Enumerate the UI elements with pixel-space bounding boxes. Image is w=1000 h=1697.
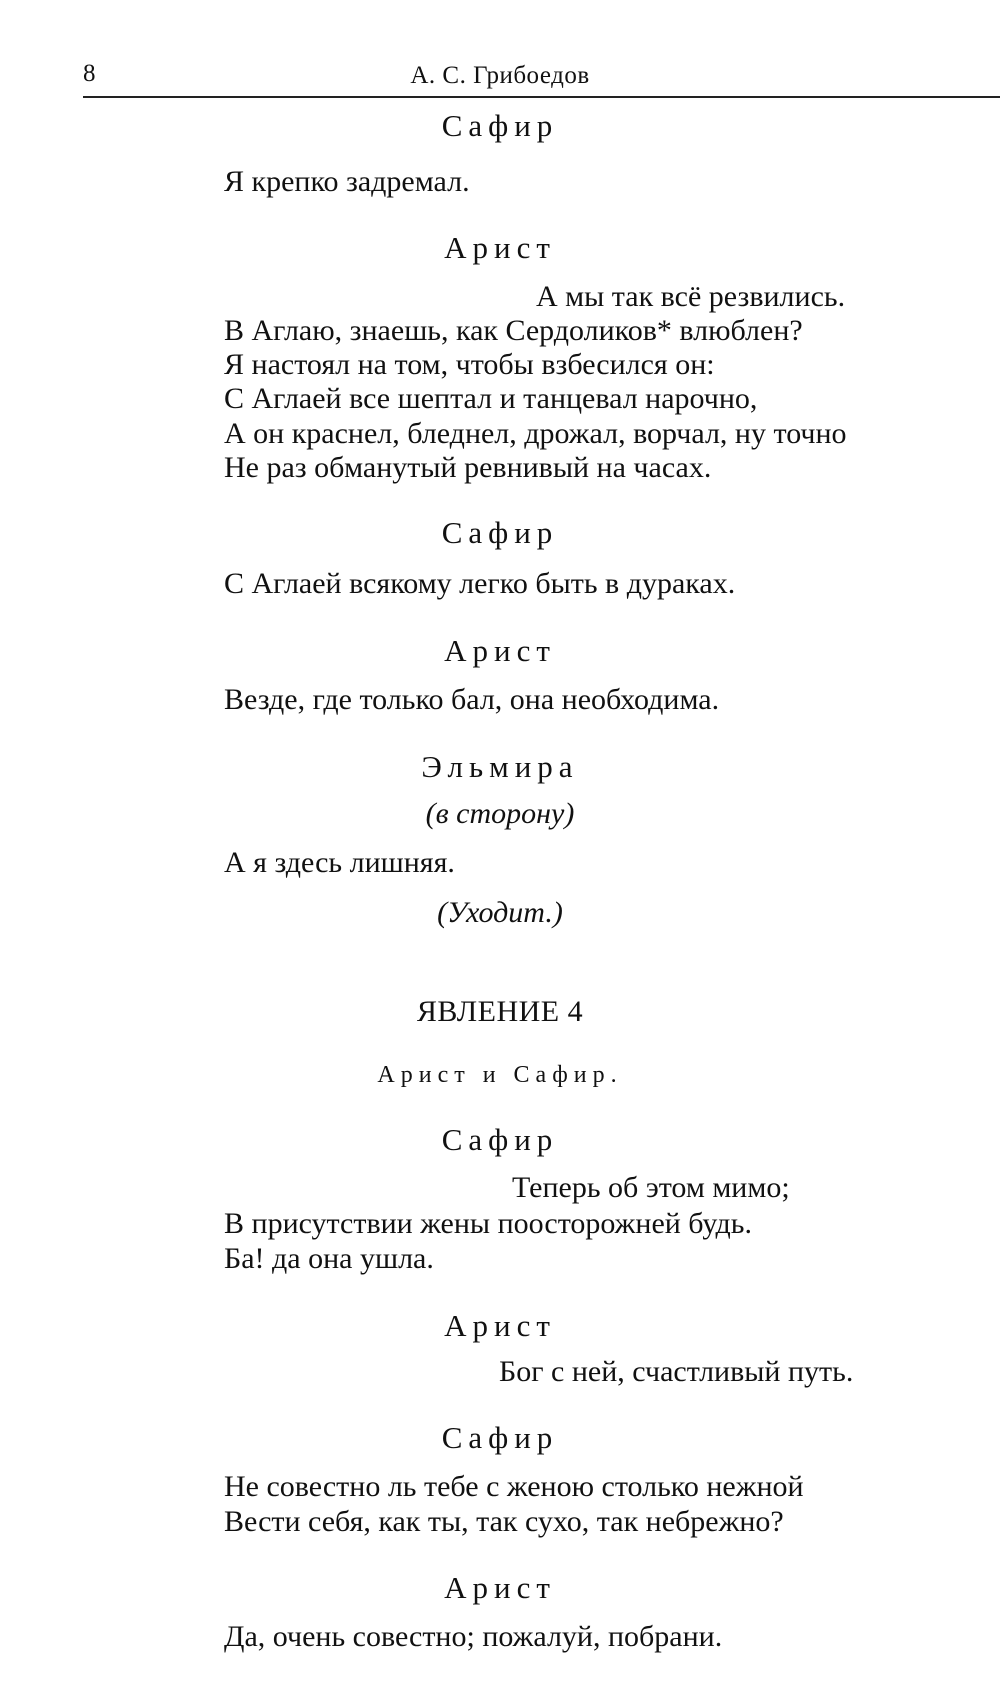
speaker-name: Сафир <box>441 108 559 143</box>
stage-direction: (в сторону) <box>425 797 575 830</box>
verse-line: Ба! да она ушла. <box>224 1242 434 1275</box>
header-rule <box>83 96 1000 98</box>
verse-line: А я здесь лишняя. <box>224 846 455 879</box>
verse-line: В присутствии жены поосторожней будь. <box>224 1207 752 1240</box>
verse-line: А мы так всё резвились. <box>536 280 846 313</box>
verse-line: В Аглаю, знаешь, как Сердоликов* влюблен? <box>224 314 803 347</box>
speaker-name: Сафир <box>441 515 559 550</box>
verse-line: С Аглаей все шептал и танцевал нарочно, <box>224 382 758 415</box>
speaker-name: Сафир <box>441 1122 559 1157</box>
speaker-name: Арист <box>444 1308 556 1343</box>
scene-persons: Арист и Сафир. <box>377 1062 623 1088</box>
scene-title: ЯВЛЕНИЕ 4 <box>416 995 584 1028</box>
verse-line: Не совестно ль тебе с женою столько нежной <box>224 1470 804 1503</box>
speaker-name: Арист <box>444 230 556 265</box>
verse-line: Не раз обманутый ревнивый на часах. <box>224 451 712 484</box>
verse-line: Я настоял на том, чтобы взбесился он: <box>224 348 715 381</box>
speaker-name: Эльмира <box>421 749 579 784</box>
verse-line: Я крепко задремал. <box>224 165 470 198</box>
speaker-name: Сафир <box>441 1420 559 1455</box>
page-number: 8 <box>83 60 96 87</box>
verse-line: Да, очень совестно; пожалуй, побрани. <box>224 1620 723 1653</box>
stage-direction: (Уходит.) <box>437 896 563 929</box>
verse-line: Теперь об этом мимо; <box>512 1171 790 1204</box>
verse-line: С Аглаей всякому легко быть в дураках. <box>224 567 736 600</box>
verse-line: Вести себя, как ты, так сухо, так небрежно? <box>224 1505 784 1538</box>
running-title: А. С. Грибоедов <box>410 62 590 89</box>
speaker-name: Арист <box>444 1570 556 1605</box>
verse-line: А он краснел, бледнел, дрожал, ворчал, ну точно <box>224 417 847 450</box>
speaker-name: Арист <box>444 633 556 668</box>
verse-line: Бог с ней, счастливый путь. <box>499 1355 854 1388</box>
verse-line: Везде, где только бал, она необходима. <box>224 683 720 716</box>
